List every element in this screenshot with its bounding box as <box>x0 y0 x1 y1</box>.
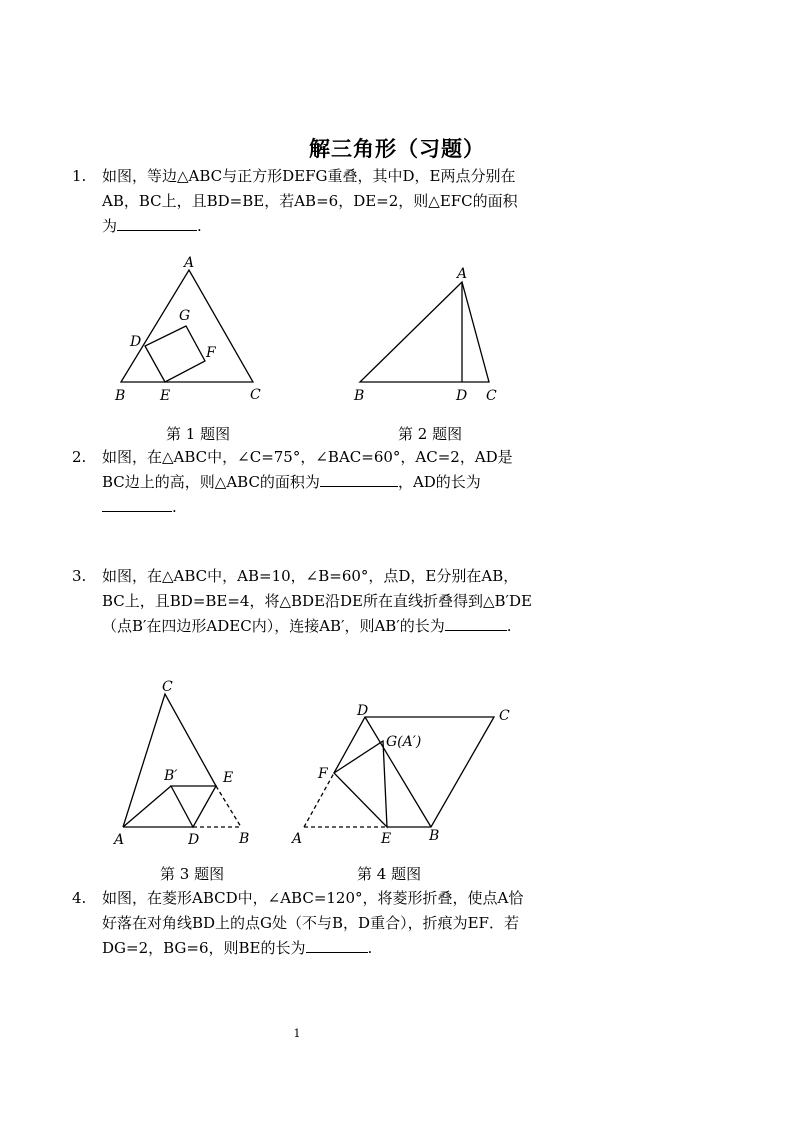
caption-fig4: 第 4 题图 <box>357 865 422 883</box>
folded-triangle <box>334 741 387 827</box>
label-A: A <box>184 255 195 271</box>
label-B-prime: B′ <box>164 768 178 784</box>
label-C: C <box>499 708 510 724</box>
answer-blank[interactable] <box>306 936 368 953</box>
label-D: D <box>188 832 200 848</box>
label-F: F <box>318 766 328 782</box>
caption-fig1: 第 1 题图 <box>166 425 231 443</box>
problem-text-part: 如图，在△ABC中，∠C=75°，∠BAC=60°，AC=2，AD是BC边上的高，则△ABC的面积为 <box>102 448 513 491</box>
label-B: B <box>115 388 126 404</box>
segment-ab-prime <box>123 786 171 827</box>
label-E: E <box>160 388 171 404</box>
problem-text-part: . <box>197 217 202 235</box>
problem-number: 3. <box>72 567 87 585</box>
label-A: A <box>457 266 468 282</box>
problem-text-part: . <box>367 939 373 957</box>
problem-text-part: 如图，在菱形ABCD中，∠ABC=120°，将菱形折叠，使点A恰好落在对角线BD上的点G处（不与B，D重合），折痕为EF．若DG=2，BG=6，则BE的长为 <box>102 889 524 957</box>
problem-text-part: . <box>506 617 512 635</box>
problem-number: 2. <box>72 448 87 466</box>
label-G: G <box>179 308 191 324</box>
label-F: F <box>206 345 216 361</box>
problem-number: 4. <box>72 889 87 907</box>
label-C: C <box>486 388 497 404</box>
dashed-original-aef <box>304 773 387 827</box>
problem-text-part: 如图，在△ABC中，AB=10，∠B=60°，点D，E分别在AB，BC上，且BD=BE=4，将△BDE沿DE所在直线折叠得到△B′DE（点B′在四边形ADEC内），连接AB′，则AB′的长为 <box>102 567 532 635</box>
label-B: B <box>354 388 365 404</box>
caption-fig2: 第 2 题图 <box>398 425 463 443</box>
label-B: B <box>239 831 250 847</box>
caption-fig3: 第 3 题图 <box>160 865 225 883</box>
page-title: 解三角形（习题） <box>309 136 485 161</box>
label-B: B <box>429 828 440 844</box>
page-number: 1 <box>293 1027 301 1040</box>
label-C: C <box>250 387 261 403</box>
label-D: D <box>456 388 468 404</box>
label-D: D <box>357 703 369 719</box>
problem-text-part: . <box>172 498 177 516</box>
figure-3 <box>123 694 241 827</box>
problem-text <box>102 886 532 961</box>
triangle-b-prime-de <box>171 786 216 827</box>
label-E: E <box>381 831 392 847</box>
label-D: D <box>130 334 142 350</box>
problem-text-part: 如图，等边△ABC与正方形DEFG重叠，其中D，E两点分别在AB，BC上，且BD=BE，若AB=6，DE=2，则△EFC的面积为 <box>102 167 518 235</box>
problem-text-part: ，AD的长为 <box>397 473 481 491</box>
label-E: E <box>223 770 234 786</box>
problem-number: 1. <box>72 167 87 185</box>
dashed-original-bde <box>193 786 241 827</box>
label-A: A <box>292 831 303 847</box>
side-ac-cb <box>123 694 216 827</box>
label-A: A <box>114 832 125 848</box>
label-G: G(A′) <box>386 734 422 750</box>
label-C: C <box>162 679 173 695</box>
